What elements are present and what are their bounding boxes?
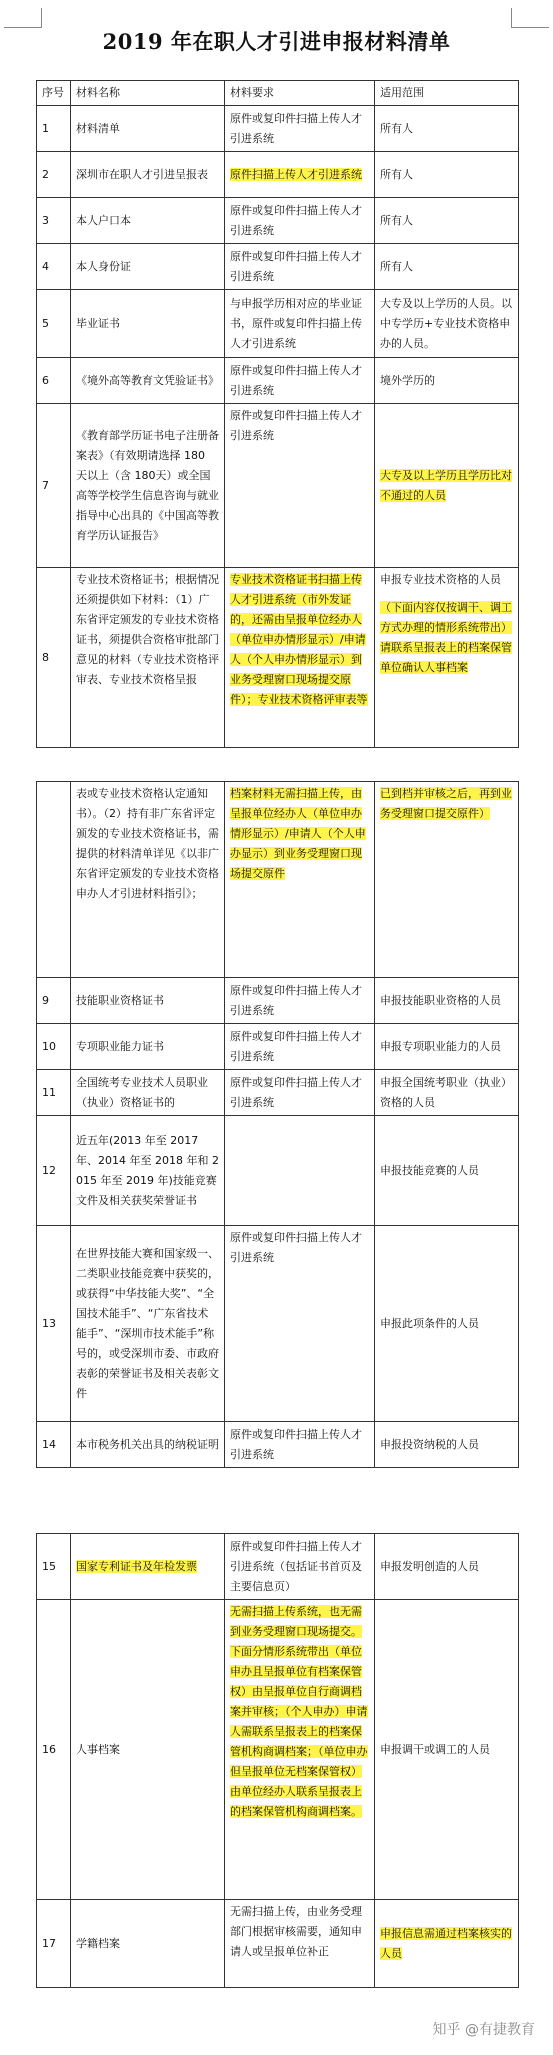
row-requirement	[225, 1600, 375, 1900]
table-header-row	[37, 81, 519, 106]
row-no: 5	[37, 290, 71, 358]
highlighted-text: 大专及以上学历且学历比对不通过的人员	[380, 468, 512, 502]
row-requirement: 原件或复印件扫描上传人才引进系统	[225, 1226, 375, 1422]
row-scope: 申报投资纳税的人员	[375, 1422, 519, 1468]
row-scope: 所有人	[375, 198, 519, 244]
row-no: 11	[37, 1070, 71, 1116]
watermark: 知乎 @有捷教育	[432, 2022, 535, 2038]
row-no: 2	[37, 152, 71, 198]
table-row	[37, 782, 519, 978]
header-no: 序号	[37, 81, 71, 106]
row-scope: 申报发明创造的人员	[375, 1534, 519, 1600]
row-requirement	[225, 1116, 375, 1226]
row-requirement: 原件或复印件扫描上传人才引进系统（包括证书首页及主要信息页）	[225, 1534, 375, 1600]
row-scope: 境外学历的	[375, 358, 519, 404]
table-row	[37, 1534, 519, 1600]
highlighted-text: 国家专利证书及年检发票	[76, 1559, 197, 1573]
highlighted-text: 专业技术资格证书扫描上传人才引进系统（市外发证的，还需由呈报单位经办人（单位申办情形显示）/申请人（个人申办情形显示）到业务受理窗口现场提交原件）；专业技术资格评审表等	[230, 573, 368, 706]
row-name: 人事档案	[71, 1600, 225, 1900]
row-requirement: 原件或复印件扫描上传人才引进系统	[225, 978, 375, 1024]
row-name: 专业技术资格证书；根据情况还须提供如下材料：（1）广东省评定颁发的专业技术资格证书，须提供合资格审批部门意见的材料（专业技术资格评审表、专业技术资格呈报	[71, 568, 225, 748]
table-row	[37, 1422, 519, 1468]
row-name: 近五年(2013 年至 2017年、2014 年至 2018 年和 2015 年至 2019 年)技能竞赛文件及相关获奖荣誉证书	[71, 1116, 225, 1226]
table-row	[37, 1070, 519, 1116]
row-requirement: 原件或复印件扫描上传人才引进系统	[225, 198, 375, 244]
row-scope	[375, 782, 519, 978]
row-scope: 申报全国统考职业（执业）资格的人员	[375, 1070, 519, 1116]
row-scope	[375, 568, 519, 748]
materials-table-part-2	[36, 781, 519, 1468]
materials-table-part-3	[36, 1533, 519, 1988]
row-requirement	[225, 152, 375, 198]
row-scope: 所有人	[375, 152, 519, 198]
table-row	[37, 1226, 519, 1422]
row-no: 14	[37, 1422, 71, 1468]
row-no	[37, 782, 71, 978]
table-row	[37, 152, 519, 198]
row-scope	[375, 404, 519, 568]
row-requirement: 原件或复印件扫描上传人才引进系统	[225, 244, 375, 290]
materials-table-part-1	[36, 80, 519, 748]
table-row	[37, 198, 519, 244]
row-requirement: 原件或复印件扫描上传人才引进系统	[225, 1070, 375, 1116]
row-name: 《教育部学历证书电子注册备案表》（有效期请选择 180 天以上（含 180天）或全国高等学校学生信息咨询与就业指导中心出具的《中国高等教育学历认证报告》	[71, 404, 225, 568]
highlighted-text: 已到档并审核之后，再到业务受理窗口提交原件）	[380, 787, 512, 820]
row-requirement: 原件或复印件扫描上传人才引进系统	[225, 1422, 375, 1468]
header-requirement: 材料要求	[225, 81, 375, 106]
row-scope: 大专及以上学历的人员。以中专学历+专业技术资格申办的人员。	[375, 290, 519, 358]
row-scope: 申报技能职业资格的人员	[375, 978, 519, 1024]
row-no: 6	[37, 358, 71, 404]
row-name: 深圳市在职人才引进呈报表	[71, 152, 225, 198]
row-name: 在世界技能大赛和国家级一、二类职业技能竞赛中获奖的，或获得“中华技能大奖”、“全国技术能手”、“广东省技术能手”、“深圳市技术能手”称号的，或受深圳市委、市政府表彰的荣誉证书及相关表彰文件	[71, 1226, 225, 1422]
row-no: 17	[37, 1900, 71, 1988]
row-name: 材料清单	[71, 106, 225, 152]
row-scope: 申报技能竞赛的人员	[375, 1116, 519, 1226]
crop-mark-left	[4, 8, 42, 28]
header-scope: 适用范围	[375, 81, 519, 106]
table-row	[37, 568, 519, 748]
table-row	[37, 404, 519, 568]
highlighted-text: 申报信息需通过档案核实的人员	[380, 1926, 512, 1960]
row-requirement: 与申报学历相对应的毕业证书，原件或复印件扫描上传人才引进系统	[225, 290, 375, 358]
row-name: 本人身份证	[71, 244, 225, 290]
row-requirement	[225, 568, 375, 748]
row-requirement: 无需扫描上传，由业务受理部门根据审核需要，通知申请人或呈报单位补正	[225, 1900, 375, 1988]
table-row	[37, 290, 519, 358]
row-no: 9	[37, 978, 71, 1024]
row-no: 16	[37, 1600, 71, 1900]
row-no: 15	[37, 1534, 71, 1600]
row-scope: 所有人	[375, 244, 519, 290]
table-row	[37, 244, 519, 290]
row-name: 技能职业资格证书	[71, 978, 225, 1024]
crop-mark-right	[511, 8, 549, 28]
row-name: 本人户口本	[71, 198, 225, 244]
table-row	[37, 106, 519, 152]
row-name: 毕业证书	[71, 290, 225, 358]
row-scope	[375, 1900, 519, 1988]
row-name: 学籍档案	[71, 1900, 225, 1988]
row-no: 12	[37, 1116, 71, 1226]
scope-note	[380, 598, 513, 678]
row-no: 10	[37, 1024, 71, 1070]
header-name: 材料名称	[71, 81, 225, 106]
highlighted-text: 原件扫描上传人才引进系统	[230, 167, 362, 181]
row-no: 13	[37, 1226, 71, 1422]
row-requirement: 原件或复印件扫描上传人才引进系统	[225, 1024, 375, 1070]
row-requirement: 原件或复印件扫描上传人才引进系统	[225, 358, 375, 404]
highlighted-text: 档案材料无需扫描上传，由呈报单位经办人（单位申办情形显示）/申请人（个人申办显示）到业务受理窗口现场提交原件	[230, 787, 366, 880]
document-title: 2019 年在职人才引进申报材料清单	[102, 29, 451, 54]
row-no: 1	[37, 106, 71, 152]
row-name: 全国统考专业技术人员职业（执业）资格证书的	[71, 1070, 225, 1116]
row-requirement	[225, 782, 375, 978]
row-no: 4	[37, 244, 71, 290]
scope-line: 申报专业技术资格的人员	[380, 573, 501, 586]
row-name: 《境外高等教育文凭验证书》	[71, 358, 225, 404]
row-no: 7	[37, 404, 71, 568]
row-name: 本市税务机关出具的纳税证明	[71, 1422, 225, 1468]
table-row	[37, 978, 519, 1024]
table-row	[37, 1024, 519, 1070]
highlighted-text: （下面内容仅按调干、调工方式办理的情形系统带出）请联系呈报表上的档案保管单位确认人事档案	[380, 601, 512, 674]
row-name: 专项职业能力证书	[71, 1024, 225, 1070]
row-scope: 申报专项职业能力的人员	[375, 1024, 519, 1070]
row-scope: 所有人	[375, 106, 519, 152]
row-no: 8	[37, 568, 71, 748]
row-name	[71, 1534, 225, 1600]
table-row	[37, 358, 519, 404]
row-requirement: 原件或复印件扫描上传人才引进系统	[225, 106, 375, 152]
table-row	[37, 1900, 519, 1988]
table-row	[37, 1116, 519, 1226]
row-scope: 申报此项条件的人员	[375, 1226, 519, 1422]
row-no: 3	[37, 198, 71, 244]
row-scope: 申报调干或调工的人员	[375, 1600, 519, 1900]
row-name: 表或专业技术资格认定通知书）。（2）持有非广东省评定颁发的专业技术资格证书，需提供的材料清单详见《以非广东省评定颁发的专业技术资格申办人才引进材料指引》；	[71, 782, 225, 978]
table-row	[37, 1600, 519, 1900]
highlighted-text: 无需扫描上传系统，也无需到业务受理窗口现场提交。下面分情形系统带出（单位申办且呈报单位有档案保管权）由呈报单位自行商调档案并审核；（个人申办）申请人需联系呈报表上的档案保管机构商调档案；（单位申办但呈报单位无档案保管权）由单位经办人联系呈报表上的档案保管机构商调档案。	[230, 1605, 368, 1818]
row-requirement: 原件或复印件扫描上传人才引进系统	[225, 404, 375, 568]
